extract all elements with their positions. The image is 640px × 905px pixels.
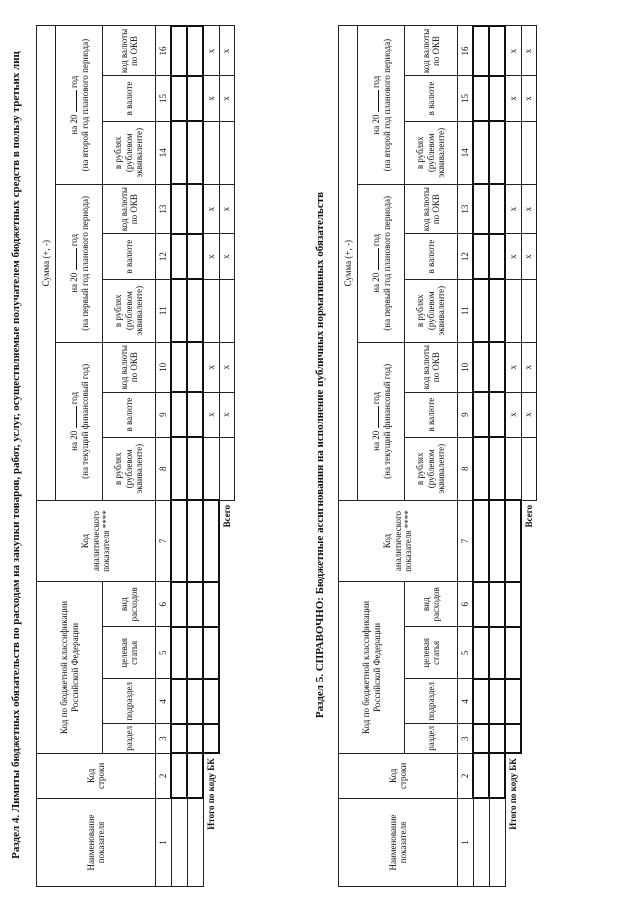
table-cell[interactable] — [187, 724, 203, 753]
x-mark: x — [219, 342, 234, 392]
header-indicator-name: Наименование показателя — [339, 798, 458, 886]
table-cell[interactable] — [187, 392, 203, 437]
table-cell[interactable] — [489, 679, 505, 724]
table-cell[interactable] — [473, 279, 489, 342]
x-mark: x — [505, 392, 521, 437]
column-index: 9 — [156, 392, 172, 437]
table-cell[interactable] — [489, 279, 505, 342]
table-cell[interactable] — [203, 279, 219, 342]
header-target-item: целевая статья — [103, 627, 156, 679]
header-row-code: Код строки — [37, 753, 156, 798]
table-cell[interactable] — [187, 437, 203, 500]
table-cell[interactable] — [171, 342, 187, 392]
column-index: 16 — [156, 26, 172, 76]
x-mark: x — [203, 26, 219, 76]
table-cell[interactable] — [187, 582, 203, 627]
header-in-currency: в валюте — [405, 76, 458, 121]
header-subsection: подраздел — [103, 679, 156, 724]
table-cell[interactable] — [219, 437, 234, 500]
header-currency-code: код валюты по ОКВ — [405, 184, 458, 234]
x-mark: x — [505, 234, 521, 279]
column-index: 10 — [458, 342, 474, 392]
header-target-item: целевая статья — [405, 627, 458, 679]
column-index: 9 — [458, 392, 474, 437]
table-cell[interactable] — [203, 121, 219, 184]
x-mark: x — [521, 392, 536, 437]
table-cell[interactable] — [489, 392, 505, 437]
table-cell[interactable] — [473, 724, 489, 753]
header-sum: Сумма (+, -) — [339, 26, 358, 500]
table-cell[interactable] — [521, 121, 536, 184]
table-cell[interactable] — [473, 76, 489, 121]
table-cell[interactable] — [473, 753, 489, 798]
column-index: 3 — [156, 724, 172, 753]
x-mark: x — [219, 392, 234, 437]
table-cell[interactable] — [171, 724, 187, 753]
column-index: 10 — [156, 342, 172, 392]
table-cell[interactable] — [171, 279, 187, 342]
x-mark: x — [521, 342, 536, 392]
header-second-plan-year: на 20 год (на второй год планового периода) — [56, 26, 103, 184]
table-cell[interactable] — [219, 121, 234, 184]
table-cell[interactable] — [505, 500, 521, 581]
table-cell[interactable] — [473, 184, 489, 234]
header-in-currency: в валюте — [103, 76, 156, 121]
table-cell[interactable] — [203, 500, 219, 581]
table-cell[interactable] — [187, 753, 203, 798]
column-index: 8 — [458, 437, 474, 500]
table-cell[interactable] — [171, 121, 187, 184]
x-mark: x — [219, 76, 234, 121]
table-cell[interactable] — [473, 234, 489, 279]
header-in-currency: в валюте — [405, 392, 458, 437]
table-cell[interactable] — [489, 26, 505, 76]
column-index: 5 — [458, 627, 474, 679]
column-index: 16 — [458, 26, 474, 76]
header-currency-code: код валюты по ОКВ — [405, 26, 458, 76]
table-cell[interactable] — [489, 724, 505, 753]
header-in-currency: в валюте — [103, 234, 156, 279]
x-mark: x — [219, 26, 234, 76]
header-in-rubles: в рублях (рублевом эквиваленте) — [103, 279, 156, 342]
column-index: 8 — [156, 437, 172, 500]
header-in-rubles: в рублях (рублевом эквиваленте) — [103, 437, 156, 500]
column-index: 15 — [458, 76, 474, 121]
total-label: Всего — [221, 504, 232, 528]
table-cell[interactable] — [489, 437, 505, 500]
column-index: 11 — [156, 279, 172, 342]
table-cell[interactable] — [489, 76, 505, 121]
table-cell[interactable] — [489, 582, 505, 627]
table-cell[interactable] — [187, 184, 203, 234]
table-cell[interactable] — [505, 121, 521, 184]
column-index: 6 — [458, 582, 474, 627]
table-cell[interactable] — [489, 627, 505, 679]
header-current-year: на 20 год (на текущий финансовый год) — [358, 342, 405, 500]
table-cell[interactable] — [473, 582, 489, 627]
table-cell[interactable] — [473, 500, 489, 581]
table-cell[interactable] — [187, 500, 203, 581]
column-index: 14 — [156, 121, 172, 184]
table-cell[interactable] — [171, 392, 187, 437]
table-cell[interactable] — [187, 627, 203, 679]
column-index: 11 — [458, 279, 474, 342]
header-in-rubles: в рублях (рублевом эквиваленте) — [405, 437, 458, 500]
table-cell[interactable] — [473, 627, 489, 679]
header-current-year: на 20 год (на текущий финансовый год) — [56, 342, 103, 500]
table-cell[interactable] — [489, 121, 505, 184]
spacer — [521, 582, 536, 887]
header-bk-code: Код по бюджетной классификации Российской Федерации — [339, 582, 405, 754]
total-label: Всего — [523, 504, 534, 528]
column-index: 4 — [156, 679, 172, 724]
column-index: 13 — [458, 184, 474, 234]
table-cell[interactable] — [489, 798, 505, 886]
table-cell[interactable] — [521, 437, 536, 500]
table-cell[interactable] — [171, 679, 187, 724]
x-mark: x — [505, 184, 521, 234]
table-cell[interactable] — [505, 437, 521, 500]
column-index: 4 — [458, 679, 474, 724]
column-index: 1 — [156, 798, 172, 886]
table-cell[interactable] — [473, 437, 489, 500]
x-mark: x — [219, 184, 234, 234]
x-mark: x — [521, 234, 536, 279]
x-mark: x — [203, 184, 219, 234]
header-row-code: Код строки — [339, 753, 458, 798]
x-mark: x — [203, 342, 219, 392]
header-section: раздел — [405, 724, 458, 753]
table-cell[interactable] — [171, 798, 187, 886]
header-expense-type: вид расходов — [103, 582, 156, 627]
column-index: 12 — [458, 234, 474, 279]
table-cell[interactable] — [489, 753, 505, 798]
header-first-plan-year: на 20 год (на первый год планового периода) — [358, 184, 405, 342]
x-mark: x — [219, 234, 234, 279]
section-5-table — [338, 25, 537, 887]
header-in-currency: в валюте — [405, 234, 458, 279]
table-cell[interactable] — [171, 500, 187, 581]
table-cell[interactable] — [473, 392, 489, 437]
table-cell[interactable] — [187, 342, 203, 392]
x-mark: x — [203, 234, 219, 279]
table-cell[interactable] — [473, 679, 489, 724]
table-cell[interactable] — [489, 342, 505, 392]
table-cell[interactable] — [171, 627, 187, 679]
table-cell[interactable] — [473, 121, 489, 184]
header-subsection: подраздел — [405, 679, 458, 724]
column-index: 15 — [156, 76, 172, 121]
table-cell[interactable] — [203, 627, 219, 679]
header-currency-code: код валюты по ОКВ — [405, 342, 458, 392]
header-currency-code: код валюты по ОКВ — [103, 26, 156, 76]
column-index: 2 — [458, 753, 474, 798]
table-cell[interactable] — [187, 279, 203, 342]
table-cell[interactable] — [505, 582, 521, 627]
column-index: 13 — [156, 184, 172, 234]
x-mark: x — [505, 26, 521, 76]
table-cell[interactable] — [171, 753, 187, 798]
table-cell[interactable] — [203, 437, 219, 500]
table-cell[interactable] — [219, 279, 234, 342]
table-cell[interactable] — [489, 500, 505, 581]
table-cell[interactable] — [505, 679, 521, 724]
header-in-currency: в валюте — [103, 392, 156, 437]
header-sum: Сумма (+, -) — [37, 26, 56, 500]
column-index: 3 — [458, 724, 474, 753]
spacer — [219, 582, 234, 887]
column-index: 2 — [156, 753, 172, 798]
table-cell[interactable] — [171, 437, 187, 500]
table-cell[interactable] — [187, 26, 203, 76]
table-cell[interactable] — [505, 724, 521, 753]
table-cell[interactable] — [171, 234, 187, 279]
table-cell[interactable] — [505, 627, 521, 679]
table-cell[interactable] — [203, 582, 219, 627]
header-analytic-code: Код аналитического показателя **** — [339, 500, 458, 581]
x-mark: x — [505, 76, 521, 121]
header-in-rubles: в рублях (рублевом эквиваленте) — [103, 121, 156, 184]
table-cell[interactable] — [171, 26, 187, 76]
section-5-title: Раздел 5. СПРАВОЧНО: Бюджетные ассигнования на исполнение публичных нормативных обязательств — [314, 191, 326, 719]
header-in-rubles: в рублях (рублевом эквиваленте) — [405, 279, 458, 342]
x-mark: x — [505, 342, 521, 392]
table-cell[interactable] — [187, 679, 203, 724]
table-cell[interactable] — [187, 121, 203, 184]
header-section: раздел — [103, 724, 156, 753]
table-cell[interactable] — [203, 724, 219, 753]
column-index: 14 — [458, 121, 474, 184]
column-index: 7 — [156, 500, 172, 581]
table-cell[interactable] — [489, 184, 505, 234]
table-cell[interactable] — [473, 342, 489, 392]
table-cell[interactable] — [171, 184, 187, 234]
table-cell[interactable] — [171, 582, 187, 627]
x-mark: x — [203, 392, 219, 437]
table-cell[interactable] — [473, 26, 489, 76]
table-cell[interactable] — [187, 76, 203, 121]
table-cell[interactable] — [473, 798, 489, 886]
x-mark: x — [521, 76, 536, 121]
header-expense-type: вид расходов — [405, 582, 458, 627]
table-cell[interactable] — [489, 234, 505, 279]
header-second-plan-year: на 20 год (на второй год планового периода) — [358, 26, 405, 184]
total-by-bk-code-label: Итого по коду БК — [206, 758, 217, 830]
header-currency-code: код валюты по ОКВ — [103, 184, 156, 234]
x-mark: x — [521, 184, 536, 234]
column-index: 5 — [156, 627, 172, 679]
header-in-rubles: в рублях (рублевом эквиваленте) — [405, 121, 458, 184]
header-first-plan-year: на 20 год (на первый год планового периода) — [56, 184, 103, 342]
column-index: 1 — [458, 798, 474, 886]
header-bk-code: Код по бюджетной классификации Российской Федерации — [37, 582, 103, 754]
header-currency-code: код валюты по ОКВ — [103, 342, 156, 392]
table-cell[interactable] — [203, 679, 219, 724]
table-cell[interactable] — [187, 798, 203, 886]
total-by-bk-code-label: Итого по коду БК — [508, 758, 519, 830]
table-cell[interactable] — [187, 234, 203, 279]
x-mark: x — [521, 26, 536, 76]
header-analytic-code: Код аналитического показателя **** — [37, 500, 156, 581]
section-4-table — [36, 25, 235, 887]
header-indicator-name: Наименование показателя — [37, 798, 156, 886]
x-mark: x — [203, 76, 219, 121]
column-index: 7 — [458, 500, 474, 581]
table-cell[interactable] — [171, 76, 187, 121]
column-index: 6 — [156, 582, 172, 627]
column-index: 12 — [156, 234, 172, 279]
table-cell[interactable] — [521, 279, 536, 342]
section-4-title: Раздел 4. Лимиты бюджетных обязательств по расходам на закупки товаров, работ, услуг, осуществляемые получателем бюджетных средств в пользу третьих лиц — [10, 51, 22, 859]
table-cell[interactable] — [505, 279, 521, 342]
